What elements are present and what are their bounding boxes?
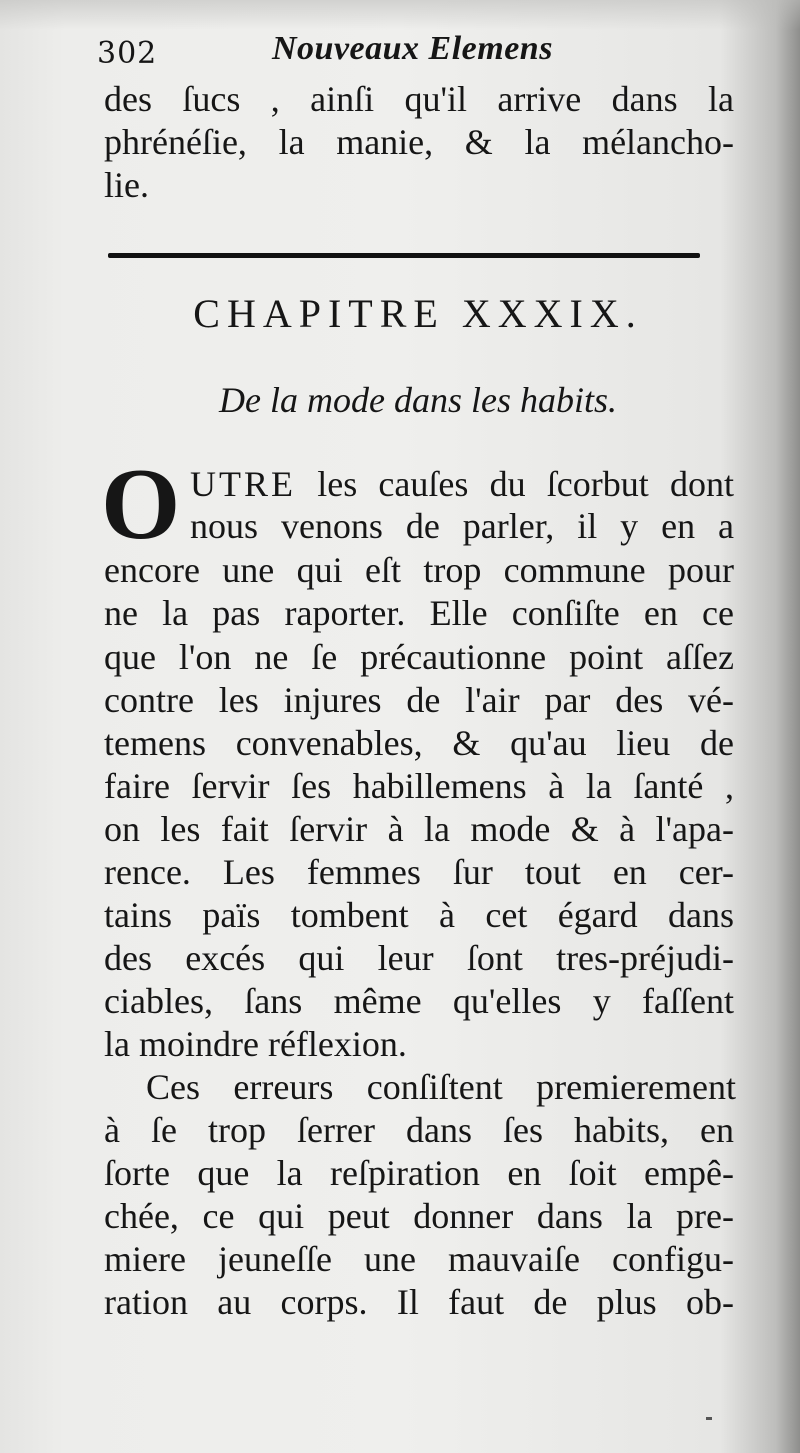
paragraph-line: ration au corps. Il faut de plus ob- xyxy=(104,1282,734,1322)
page-shadow xyxy=(0,0,800,30)
running-title: Nouveaux Elemens xyxy=(272,30,553,67)
continuation-line: des ſucs , ainſi qu'il arrive dans la xyxy=(104,79,734,119)
continuation-line: phrénéſie, la manie, & la mélancho- xyxy=(104,122,734,162)
paragraph-line: rence. Les femmes ſur tout en cer- xyxy=(104,852,734,892)
chapter-subtitle: De la mode dans les habits. xyxy=(219,380,617,420)
paragraph-line: faire ſervir ſes habillemens à la ſanté , xyxy=(104,766,734,806)
paragraph-line: nous venons de parler, il y en a xyxy=(190,506,734,546)
paragraph-line: temens convenables, & qu'au lieu de xyxy=(104,723,734,763)
paragraph-line: à ſe trop ſerrer dans ſes habits, en xyxy=(104,1110,734,1150)
print-mark xyxy=(706,1417,712,1420)
running-header xyxy=(97,30,737,74)
paragraph-line: miere jeuneſſe une mauvaiſe configu- xyxy=(104,1239,734,1279)
paragraph-line: ſorte que la reſpiration en ſoit empê- xyxy=(104,1153,734,1193)
paragraph-line: tains païs tombent à cet égard dans xyxy=(104,895,734,935)
paragraph-line: ciables, ſans même qu'elles y faſſent xyxy=(104,981,734,1021)
paragraph-line: ne la pas raporter. Elle conſiſte en ce xyxy=(104,593,734,633)
paragraph-line: on les fait ſervir à la mode & à l'apa- xyxy=(104,809,734,849)
paragraph-line: chée, ce qui peut donner dans la pre- xyxy=(104,1196,734,1236)
chapter-rule xyxy=(108,253,700,258)
first-word-small-caps: UTRE xyxy=(190,464,296,504)
chapter-heading: CHAPITRE XXXIX. xyxy=(193,291,643,336)
paragraph-line: encore une qui eſt trop commune pour xyxy=(104,550,734,590)
paragraph-first-line xyxy=(190,463,734,505)
paragraph-line: que l'on ne ſe précautionne point aſſez xyxy=(104,637,734,677)
paragraph-line: contre les injures de l'air par des vé- xyxy=(104,680,734,720)
paragraph-line: Ces erreurs conſiſtent premierement xyxy=(146,1067,736,1107)
continuation-line: lie. xyxy=(104,165,149,205)
first-line-text: les cauſes du ſcorbut dont xyxy=(317,464,734,504)
page-number: 302 xyxy=(97,36,158,71)
paragraph-line: des excés qui leur ſont tres-préjudi- xyxy=(104,938,734,978)
drop-cap: O xyxy=(101,448,181,561)
paragraph-line: la moindre réflexion. xyxy=(104,1024,407,1064)
